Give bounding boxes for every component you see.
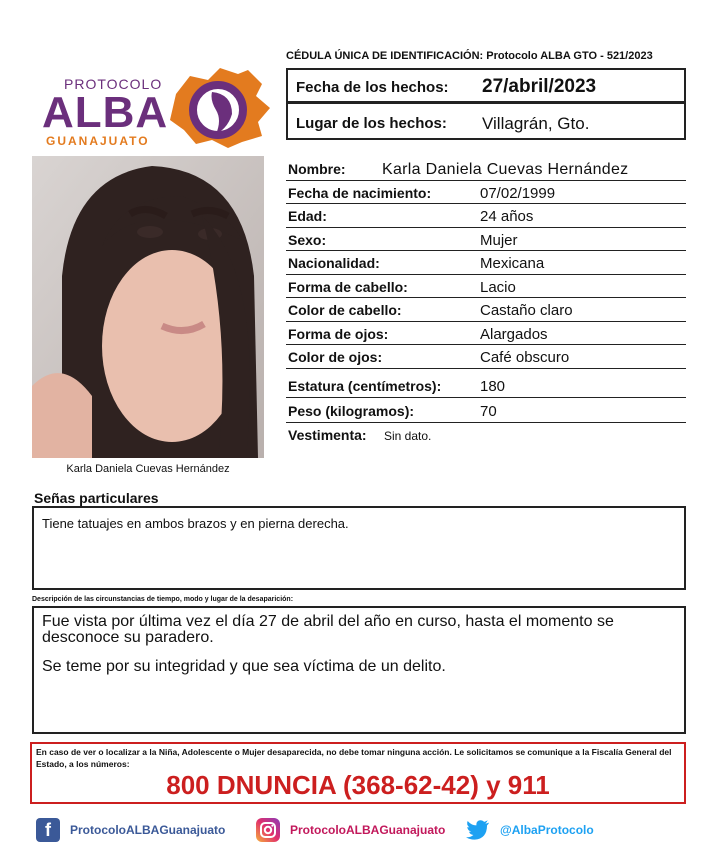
- twitter-link[interactable]: [466, 818, 594, 842]
- descripcion-box: [32, 606, 686, 734]
- instagram-icon: [256, 818, 280, 842]
- field-value: 24 años: [480, 208, 534, 225]
- field-label: Color de ojos:: [288, 349, 383, 365]
- field-sexo: [286, 228, 686, 252]
- field-value: Sin dato.: [384, 429, 432, 443]
- field-label: Sexo:: [288, 231, 327, 248]
- field-label: Nombre:: [288, 161, 346, 177]
- person-photo: [32, 156, 264, 458]
- field-color-ojos: [286, 345, 686, 369]
- lugar-hechos-label: Lugar de los hechos:: [296, 115, 447, 132]
- field-value: Castaño claro: [480, 302, 573, 319]
- logo-alba-text: ALBA: [42, 88, 169, 137]
- lugar-hechos-box: [286, 102, 686, 140]
- field-label: Edad:: [288, 208, 327, 224]
- facebook-link[interactable]: [36, 818, 225, 842]
- field-value: Café obscuro: [480, 349, 570, 366]
- descripcion-title: Descripción de las circunstancias de tiempo, modo y lugar de la desaparición:: [32, 596, 294, 603]
- field-value: 180: [480, 378, 506, 395]
- twitter-bird-icon: [466, 818, 490, 842]
- facebook-handle: ProtocoloALBAGuanajuato: [70, 823, 226, 837]
- field-peso: [286, 399, 686, 423]
- field-label: Fecha de nacimiento:: [288, 184, 432, 201]
- lugar-hechos-value: Villagrán, Gto.: [482, 114, 590, 133]
- instagram-handle: ProtocoloALBAGuanajuato: [290, 823, 446, 837]
- field-value: Lacio: [480, 278, 516, 296]
- field-value: Alargados: [480, 325, 548, 343]
- alert-phone: 800 DNUNCIA (368-62-42) y 911: [166, 770, 550, 800]
- alba-logo: [38, 62, 268, 152]
- field-forma-ojos: [286, 322, 686, 346]
- field-nacionalidad: [286, 251, 686, 275]
- field-value: Mexicana: [480, 255, 545, 272]
- field-label: Estatura (centímetros):: [288, 378, 442, 394]
- field-forma-cabello: [286, 275, 686, 299]
- field-label: Peso (kilogramos):: [288, 403, 415, 419]
- field-edad: [286, 204, 686, 228]
- descripcion-paragraph-2: Se teme por su integridad y que sea víctima de un delito.: [42, 658, 446, 675]
- field-value: Mujer: [480, 231, 518, 249]
- fecha-hechos-label: Fecha de los hechos:: [296, 79, 449, 96]
- field-label: Forma de ojos:: [288, 325, 389, 342]
- field-vestimenta: [286, 423, 686, 447]
- field-label: Color de cabello:: [288, 302, 402, 318]
- senas-title: Señas particulares: [34, 490, 159, 506]
- logo-protocolo-text: PROTOCOLO: [64, 76, 163, 92]
- field-fecha-nacimiento: [286, 181, 686, 205]
- alert-message: En caso de ver o localizar a la Niña, Adolescente o Mujer desaparecida, no debe tomar ninguna acción. Le solicitamos se comunique a la Fiscalía General del Estado, a los números:: [36, 747, 672, 769]
- field-value: Karla Daniela Cuevas Hernández: [382, 161, 629, 178]
- field-label: Forma de cabello:: [288, 278, 408, 295]
- contact-alert-box: [30, 742, 686, 804]
- twitter-handle: @AlbaProtocolo: [500, 823, 594, 837]
- instagram-link[interactable]: [256, 818, 445, 842]
- descripcion-paragraph-1: Fue vista por última vez el día 27 de abril del año en curso, hasta el momento se desconoce su paradero.: [42, 613, 614, 646]
- facebook-icon: f: [36, 818, 60, 842]
- photo-caption: Karla Daniela Cuevas Hernández: [66, 463, 230, 475]
- senas-box: [32, 506, 686, 590]
- senas-text: Tiene tatuajes en ambos brazos y en pierna derecha.: [42, 516, 349, 531]
- logo-guanajuato-text: GUANAJUATO: [46, 134, 150, 148]
- field-value: 70: [480, 403, 497, 420]
- document-title: CÉDULA ÚNICA DE IDENTIFICACIÓN: Protocolo ALBA GTO - 521/2023: [286, 50, 653, 62]
- fecha-hechos-box: [286, 68, 686, 102]
- field-color-cabello: [286, 298, 686, 322]
- field-estatura: [286, 374, 686, 398]
- field-label: Vestimenta:: [288, 427, 367, 443]
- field-nombre: [286, 157, 686, 181]
- field-value: 07/02/1999: [480, 184, 556, 202]
- guanajuato-map-icon: [166, 64, 276, 150]
- fecha-hechos-value: 27/abril/2023: [482, 76, 597, 97]
- field-label: Nacionalidad:: [288, 255, 380, 271]
